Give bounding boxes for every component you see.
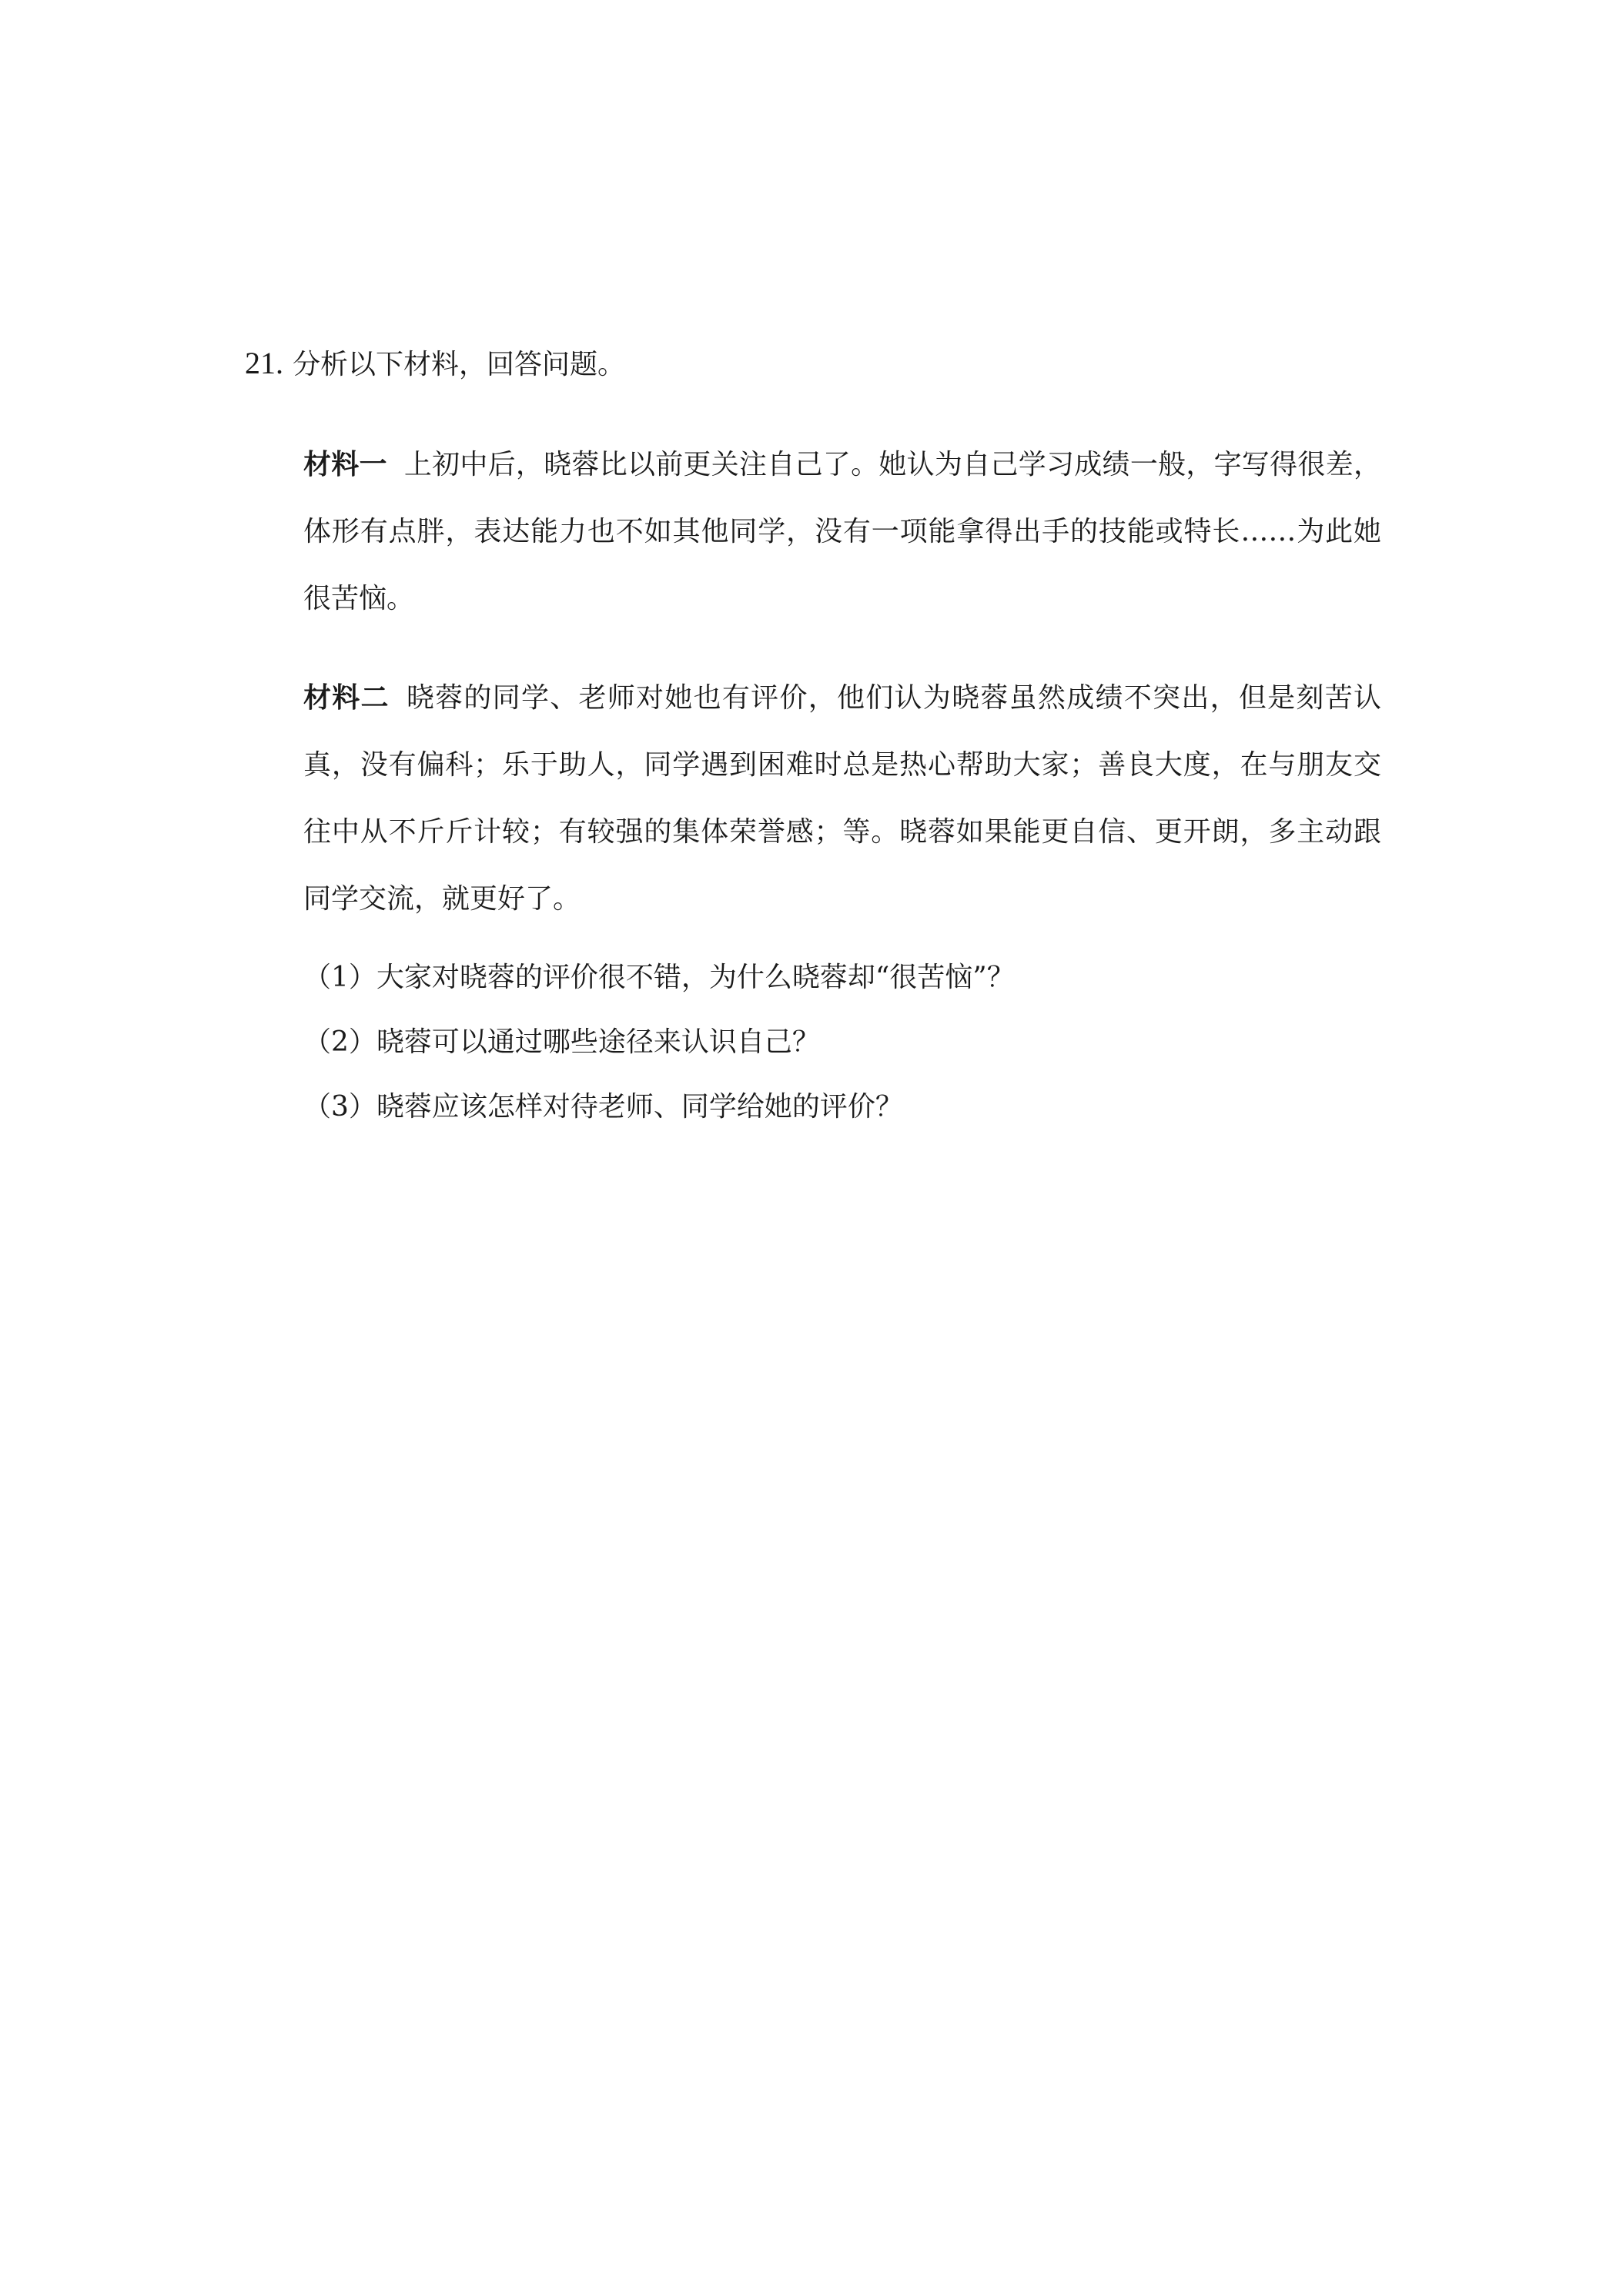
material-one bbox=[303, 431, 1381, 632]
question-number: 21. bbox=[245, 346, 283, 380]
sub-question-1: （1）大家对晓蓉的评价很不错，为什么晓蓉却“很苦恼”？ bbox=[303, 962, 1015, 993]
material-two bbox=[303, 664, 1381, 932]
sub-question-3: （3）晓蓉应该怎样对待老师、同学给她的评价？ bbox=[303, 1091, 903, 1123]
material-one-text: 上初中后，晓蓉比以前更关注自己了。她认为自己学习成绩一般，字写得很差，体形有点胖，表达能力也不如其他同学，没有一项能拿得出手的技能或特长……为此她很苦恼。 bbox=[303, 449, 1381, 614]
sub-question-list bbox=[303, 959, 1400, 1126]
question-header bbox=[245, 340, 1400, 387]
material-one-label: 材料一 bbox=[303, 448, 387, 480]
material-two-text: 晓蓉的同学、老师对她也有评价，他们认为晓蓉虽然成绩不突出，但是刻苦认真，没有偏科；乐于助人，同学遇到困难时总是热心帮助大家；善良大度，在与朋友交往中从不斤斤计较；有较强的集体荣誉感；等。晓蓉如果能更自信、更开朗，多主动跟同学交流，就更好了。 bbox=[303, 682, 1381, 915]
sub-question-2: （2）晓蓉可以通过哪些途径来认识自己？ bbox=[303, 1026, 820, 1058]
question-stem: 分析以下材料，回答问题。 bbox=[293, 349, 626, 380]
question-21 bbox=[245, 340, 1400, 1153]
material-two-label: 材料二 bbox=[303, 681, 390, 714]
